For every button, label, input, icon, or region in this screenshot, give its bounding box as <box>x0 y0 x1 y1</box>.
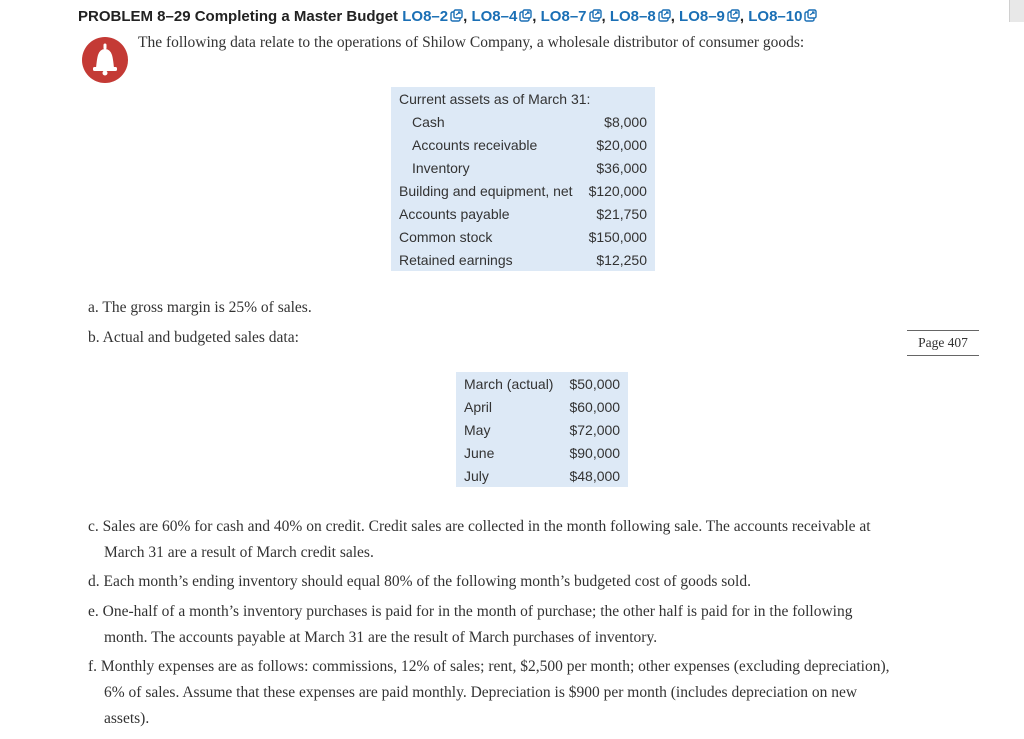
sales-value: $48,000 <box>569 467 621 484</box>
row-value: $150,000 <box>588 228 647 245</box>
month-label: April <box>464 398 493 415</box>
intro-text: The following data relate to the operations of Shilow Company, a wholesale distributor of consumer goods: <box>138 34 805 51</box>
external-link-icon <box>589 9 602 22</box>
item-d: d. Each month’s ending inventory should equal 80% of the following month’s budgeted cost of goods sold. <box>88 573 751 590</box>
item-f-line2: 6% of sales. Assume that these expenses are paid monthly. Depreciation is $900 per month (includes depreciation on new <box>104 684 858 701</box>
row-label: Accounts receivable <box>412 136 538 153</box>
external-link-icon <box>658 9 671 22</box>
table-row <box>391 133 655 156</box>
item-f-line1: f. Monthly expenses are as follows: commissions, 12% of sales; rent, $2,500 per month; other expenses (excluding depreciation), <box>88 658 890 675</box>
lo-link-1[interactable]: LO8–2 <box>402 8 463 25</box>
table-row <box>456 418 628 441</box>
scrollbar-thumb[interactable] <box>1009 0 1024 22</box>
item-c-line2: March 31 are a result of March credit sales. <box>104 544 374 561</box>
external-link-icon <box>804 9 817 22</box>
lo-link-2[interactable]: LO8–4 <box>471 8 532 25</box>
row-label: Common stock <box>399 228 493 245</box>
item-e <box>88 599 852 651</box>
row-label: Cash <box>412 113 445 130</box>
table-row <box>456 372 628 395</box>
lo-link-3[interactable]: LO8–7 <box>541 8 602 25</box>
lo-link-4[interactable]: LO8–8 <box>610 8 671 25</box>
table-row <box>456 441 628 464</box>
item-e-line1: e. One-half of a month’s inventory purchases is paid for in the month of purchase; the other half is paid for in the following <box>88 603 853 620</box>
item-c <box>88 514 871 566</box>
table-row <box>391 110 655 133</box>
row-value: $36,000 <box>596 159 647 176</box>
table-row <box>391 248 655 271</box>
lo-link-6[interactable]: LO8–10 <box>748 8 817 25</box>
month-label: June <box>464 444 495 461</box>
sales-data-table <box>456 372 628 487</box>
row-label: Accounts payable <box>399 205 510 222</box>
alert-bell-icon <box>81 36 129 84</box>
table-row <box>456 464 628 487</box>
row-value: $21,750 <box>596 205 647 222</box>
item-f <box>88 654 890 732</box>
table-row <box>391 179 655 202</box>
lo-link-5[interactable]: LO8–9 <box>679 8 740 25</box>
external-link-icon <box>727 9 740 22</box>
item-b: b. Actual and budgeted sales data: <box>88 329 299 346</box>
external-link-icon <box>450 9 463 22</box>
current-assets-table <box>391 87 655 271</box>
problem-header: PROBLEM 8–29 Completing a Master Budget LO8–2 , LO8–4 , LO8–7 , LO8–8 , LO8–9 , LO8–10 <box>78 8 817 25</box>
row-value: $12,250 <box>596 251 647 268</box>
month-label: July <box>464 467 489 484</box>
row-value: $20,000 <box>596 136 647 153</box>
table-row <box>391 156 655 179</box>
item-c-line1: c. Sales are 60% for cash and 40% on credit. Credit sales are collected in the month following sale. The accounts receivable at <box>88 518 871 535</box>
table-row <box>456 395 628 418</box>
month-label: March (actual) <box>464 375 554 392</box>
item-f-line3: assets). <box>104 710 150 727</box>
problem-title: PROBLEM 8–29 Completing a Master Budget <box>78 8 399 25</box>
table-row <box>391 225 655 248</box>
row-value: $120,000 <box>588 182 647 199</box>
row-label: Building and equipment, net <box>399 182 573 199</box>
page-reference: Page 407 <box>907 330 979 356</box>
sales-value: $72,000 <box>569 421 621 438</box>
item-a: a. The gross margin is 25% of sales. <box>88 299 312 316</box>
month-label: May <box>464 421 491 438</box>
row-value: $8,000 <box>604 113 647 130</box>
sales-value: $50,000 <box>569 375 621 392</box>
table-heading: Current assets as of March 31: <box>399 90 591 107</box>
sales-value: $60,000 <box>569 398 621 415</box>
external-link-icon <box>519 9 532 22</box>
table-row <box>391 202 655 225</box>
item-e-line2: month. The accounts payable at March 31 are the result of March purchases of inventory. <box>104 629 658 646</box>
table-row <box>391 87 655 110</box>
row-label: Retained earnings <box>399 251 513 268</box>
row-label: Inventory <box>412 159 470 176</box>
sales-value: $90,000 <box>569 444 621 461</box>
